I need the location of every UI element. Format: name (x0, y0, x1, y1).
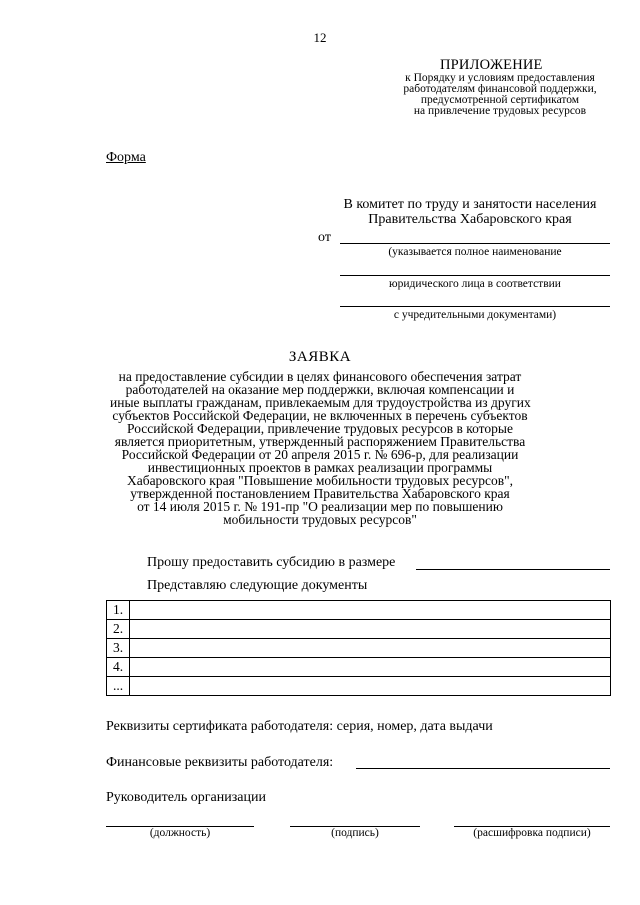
table-row (107, 658, 611, 677)
from-field-line-1[interactable] (340, 243, 610, 244)
documents-label: Представляю следующие документы (147, 578, 368, 593)
row-number: ... (107, 677, 130, 696)
row-document-cell[interactable] (130, 601, 611, 620)
body-line: Российской Федерации, привлечение трудовых ресурсов в которые (127, 421, 513, 436)
body-line: Хабаровского края "Повышение мобильности трудовых ресурсов", (126, 473, 514, 488)
row-document-cell[interactable] (130, 658, 611, 677)
body-line: мобильности трудовых ресурсов" (223, 512, 417, 527)
addressee-line: В комитет по труду и занятости населения (343, 197, 597, 212)
row-number: 2. (107, 620, 130, 639)
appendix-line: на привлечение трудовых ресурсов (413, 105, 587, 117)
document-title: ЗАЯВКА (288, 349, 352, 365)
body-line: Российской Федерации от 20 апреля 2015 г. № 696-р, для реализации (121, 447, 519, 462)
from-label: от (318, 230, 331, 245)
row-document-cell[interactable] (130, 639, 611, 658)
head-label: Руководитель организации (106, 790, 266, 805)
decoding-caption: (расшифровка подписи) (473, 827, 591, 839)
appendix-line: работодателям финансовой поддержки, (403, 83, 597, 95)
request-amount-field[interactable] (416, 569, 610, 570)
from-field-line-2[interactable] (340, 275, 610, 276)
row-number: 1. (107, 601, 130, 620)
form-label: Форма (106, 150, 146, 165)
body-line: субъектов Российской Федерации, не включенных в перечень субъектов (112, 408, 528, 423)
appendix-line: предусмотренной сертификатом (420, 94, 580, 106)
request-amount-label: Прошу предоставить субсидию в размере (147, 555, 396, 570)
from-field-line-3[interactable] (340, 306, 610, 307)
table-row (107, 639, 611, 658)
row-number: 4. (107, 658, 130, 677)
body-line: иные выплаты гражданам, привлекаемым для трудоустройства из других (110, 395, 531, 410)
certificate-details-label: Реквизиты сертификата работодателя: серия, номер, дата выдачи (106, 719, 493, 734)
from-caption-2: юридического лица в соответствии (389, 278, 561, 290)
signature-caption: (подпись) (331, 827, 379, 839)
appendix-title: ПРИЛОЖЕНИЕ (440, 57, 543, 73)
from-caption-1: (указывается полное наименование (388, 246, 562, 258)
appendix-line: к Порядку и условиям предоставления (405, 72, 595, 84)
body-line: работодателей на оказание мер поддержки, включая компенсации и (125, 382, 515, 397)
financial-details-field[interactable] (356, 768, 610, 769)
table-row (107, 677, 611, 696)
financial-details-label: Финансовые реквизиты работодателя: (106, 755, 334, 770)
addressee-line: Правительства Хабаровского края (368, 212, 572, 227)
page-number: 12 (313, 30, 327, 45)
table-row (107, 620, 611, 639)
body-line: от 14 июля 2015 г. № 191-пр "О реализации мер по повышению (137, 499, 503, 514)
body-line: инвестиционных проектов в рамках реализации программы (147, 460, 493, 475)
table-row (107, 601, 611, 620)
row-number: 3. (107, 639, 130, 658)
body-line: является приоритетным, утвержденный распоряжением Правительства (114, 434, 526, 449)
appendix-subtitle (360, 73, 640, 117)
documents-table (106, 600, 611, 696)
from-caption-3: с учредительными документами) (393, 309, 557, 321)
position-caption: (должность) (149, 827, 211, 839)
row-document-cell[interactable] (130, 620, 611, 639)
addressee (300, 197, 640, 227)
body-line: на предоставление субсидии в целях финансового обеспечения затрат (118, 369, 522, 384)
request-description (110, 370, 530, 526)
row-document-cell[interactable] (130, 677, 611, 696)
body-line: утвержденной постановлением Правительства Хабаровского края (130, 486, 510, 501)
